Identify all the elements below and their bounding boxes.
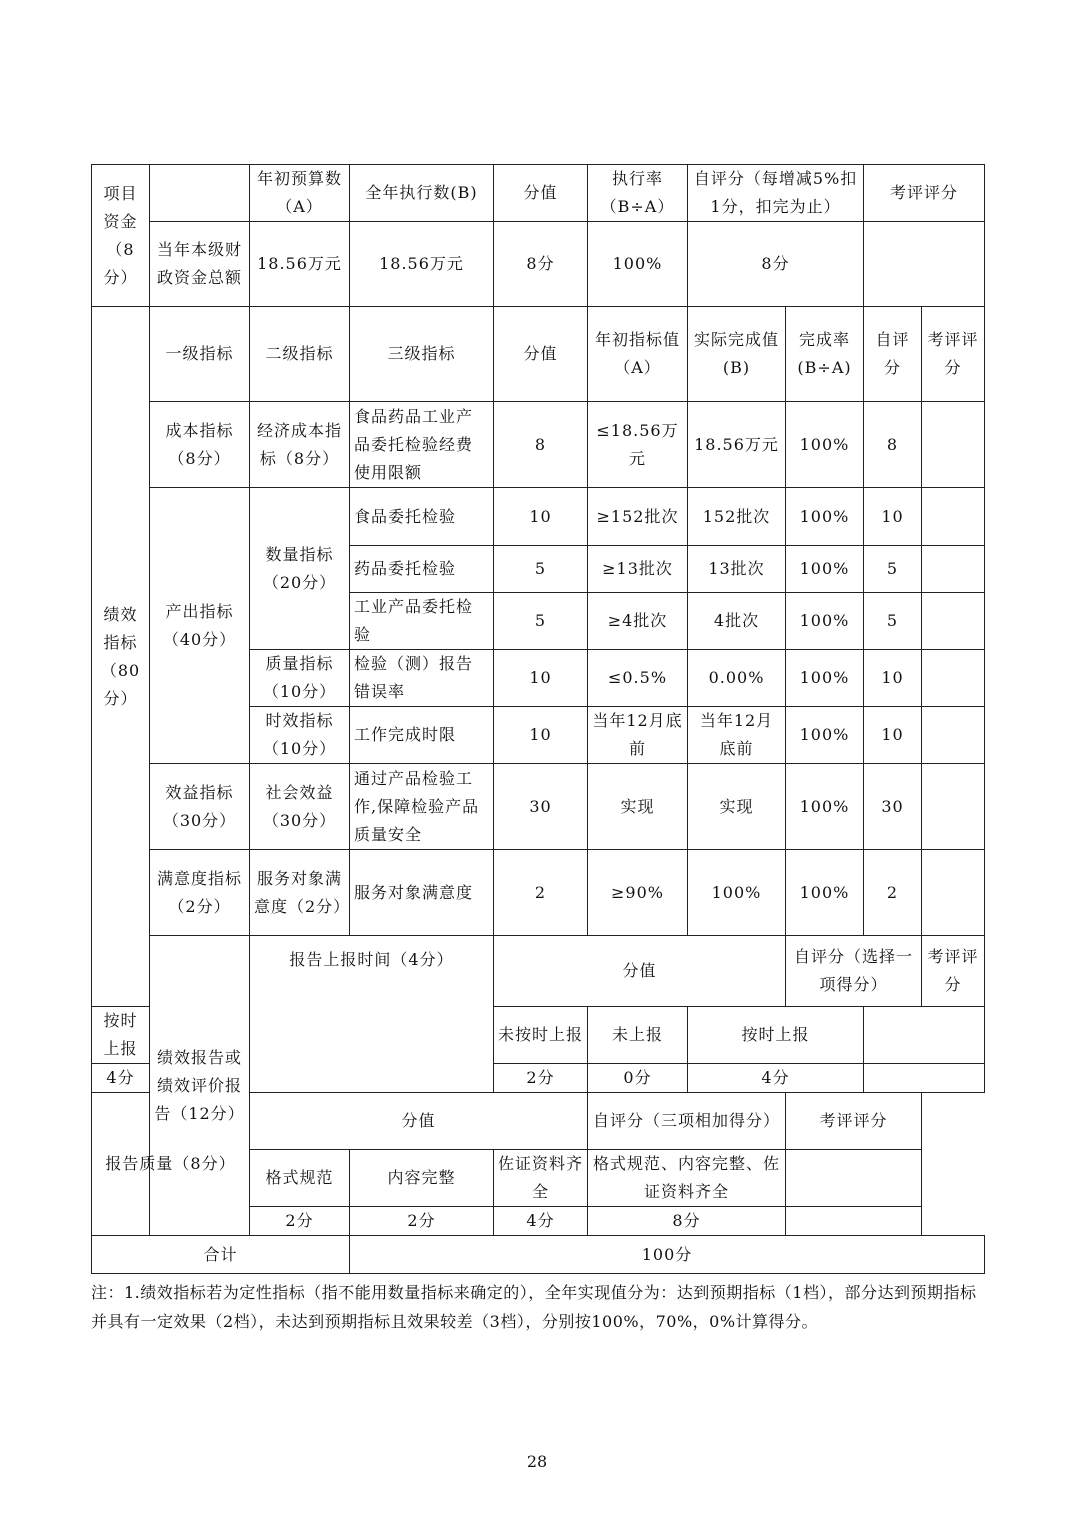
satisfaction-target: ≥90% <box>588 850 688 936</box>
cost-level1: 成本指标（8分） <box>150 402 250 488</box>
quality-score-header: 分值 <box>250 1093 588 1150</box>
industry-rate: 100% <box>786 593 864 650</box>
quality-review-blank <box>786 1150 922 1207</box>
funds-col-exec: 全年执行数(B) <box>350 165 494 222</box>
quality-opt2: 内容完整 <box>350 1150 494 1207</box>
food-rate: 100% <box>786 488 864 546</box>
cost-level2: 经济成本指标（8分） <box>250 402 350 488</box>
time-level3: 工作完成时限 <box>350 707 494 764</box>
funds-col-score: 分值 <box>494 165 588 222</box>
output-level1: 产出指标（40分） <box>150 488 250 764</box>
quality-opt1: 格式规范 <box>250 1150 350 1207</box>
satisfaction-score: 2 <box>494 850 588 936</box>
quality-actual: 0.00% <box>688 650 786 707</box>
benefit-review <box>922 764 985 850</box>
funds-col-self: 自评分（每增减5%扣1分，扣完为止） <box>688 165 864 222</box>
food-level3: 食品委托检验 <box>350 488 494 546</box>
drug-actual: 13批次 <box>688 546 786 593</box>
drug-self: 5 <box>864 546 922 593</box>
drug-rate: 100% <box>786 546 864 593</box>
quality-review <box>922 650 985 707</box>
funds-self-score: 8分 <box>688 222 864 307</box>
quality-pts1: 2分 <box>250 1207 350 1236</box>
time-self: 10 <box>864 707 922 764</box>
header-actual: 实际完成值(B) <box>688 307 786 402</box>
time-score: 10 <box>494 707 588 764</box>
industry-actual: 4批次 <box>688 593 786 650</box>
food-actual: 152批次 <box>688 488 786 546</box>
cost-review <box>922 402 985 488</box>
benefit-level3: 通过产品检验工作,保障检验产品质量安全 <box>350 764 494 850</box>
satisfaction-level3: 服务对象满意度 <box>350 850 494 936</box>
funds-row-label: 当年本级财政资金总额 <box>150 222 250 307</box>
funds-rate: 100% <box>588 222 688 307</box>
quality-report-label: 报告质量（8分） <box>92 1093 250 1236</box>
page-number: 28 <box>526 1452 548 1471</box>
timing-label: 报告上报时间（4分） <box>250 936 494 1093</box>
quality-self-header: 自评分（三项相加得分） <box>588 1093 786 1150</box>
benefit-self: 30 <box>864 764 922 850</box>
quality-self-value: 格式规范、内容完整、佐证资料齐全 <box>588 1150 786 1207</box>
drug-review <box>922 546 985 593</box>
quality-review-pts <box>786 1207 922 1236</box>
time-rate: 100% <box>786 707 864 764</box>
timing-pts3: 0分 <box>588 1064 688 1093</box>
header-target: 年初指标值（A） <box>588 307 688 402</box>
timing-opt1: 按时上报 <box>92 1007 150 1064</box>
header-score: 分值 <box>494 307 588 402</box>
time-target: 当年12月底前 <box>588 707 688 764</box>
food-self: 10 <box>864 488 922 546</box>
funds-col-budget: 年初预算数（A） <box>250 165 350 222</box>
quality-level3: 检验（测）报告错误率 <box>350 650 494 707</box>
quality-review-header: 考评评分 <box>786 1093 922 1150</box>
header-level2: 二级指标 <box>250 307 350 402</box>
benefit-actual: 实现 <box>688 764 786 850</box>
industry-self: 5 <box>864 593 922 650</box>
quality-pts3: 4分 <box>494 1207 588 1236</box>
funds-exec: 18.56万元 <box>350 222 494 307</box>
satisfaction-level2: 服务对象满意度（2分） <box>250 850 350 936</box>
timing-self-pts: 4分 <box>688 1064 864 1093</box>
quality-self-pts: 8分 <box>588 1207 786 1236</box>
quality-level2: 质量指标（10分） <box>250 650 350 707</box>
quantity-level2: 数量指标（20分） <box>250 488 350 650</box>
footnote: 注：1.绩效指标若为定性指标（指不能用数量指标来确定的），全年实现值分为：达到预期指标（1档），部分达到预期指标并具有一定效果（2档），未达到预期指标且效果较差（3档），分别按100%，70%，0%计算得分。 <box>91 1283 977 1331</box>
quality-rate: 100% <box>786 650 864 707</box>
report-section-label: 绩效报告或绩效评价报告（12分） <box>150 936 250 1236</box>
food-score: 10 <box>494 488 588 546</box>
cost-actual: 18.56万元 <box>688 402 786 488</box>
header-level3: 三级指标 <box>350 307 494 402</box>
time-actual: 当年12月底前 <box>688 707 786 764</box>
drug-level3: 药品委托检验 <box>350 546 494 593</box>
satisfaction-level1: 满意度指标（2分） <box>150 850 250 936</box>
industry-review <box>922 593 985 650</box>
benefit-rate: 100% <box>786 764 864 850</box>
funds-col-rate: 执行率（B÷A） <box>588 165 688 222</box>
benefit-target: 实现 <box>588 764 688 850</box>
total-label: 合计 <box>92 1236 350 1274</box>
benefit-level2: 社会效益（30分） <box>250 764 350 850</box>
timing-score-header: 分值 <box>494 936 786 1007</box>
cost-target: ≤18.56万元 <box>588 402 688 488</box>
funds-section-label: 项目资金（8分） <box>92 165 150 307</box>
benefit-level1: 效益指标（30分） <box>150 764 250 850</box>
funds-blank-header <box>150 165 250 222</box>
quality-pts2: 2分 <box>350 1207 494 1236</box>
timing-self-header: 自评分（选择一项得分） <box>786 936 922 1007</box>
header-rate: 完成率(B÷A) <box>786 307 864 402</box>
total-value: 100分 <box>350 1236 985 1274</box>
header-level1: 一级指标 <box>150 307 250 402</box>
quality-self: 10 <box>864 650 922 707</box>
table-row <box>92 402 985 488</box>
cost-rate: 100% <box>786 402 864 488</box>
time-review <box>922 707 985 764</box>
industry-level3: 工业产品委托检验 <box>350 593 494 650</box>
food-target: ≥152批次 <box>588 488 688 546</box>
timing-opt2: 未按时上报 <box>494 1007 588 1064</box>
timing-review-header: 考评评分 <box>922 936 985 1007</box>
benefit-score: 30 <box>494 764 588 850</box>
quality-score: 10 <box>494 650 588 707</box>
satisfaction-self: 2 <box>864 850 922 936</box>
drug-target: ≥13批次 <box>588 546 688 593</box>
time-level2: 时效指标（10分） <box>250 707 350 764</box>
quality-opt3: 佐证资料齐全 <box>494 1150 588 1207</box>
funds-review <box>864 222 985 307</box>
header-review: 考评评分 <box>922 307 985 402</box>
cost-score: 8 <box>494 402 588 488</box>
table-row <box>92 764 985 850</box>
funds-budget: 18.56万元 <box>250 222 350 307</box>
drug-score: 5 <box>494 546 588 593</box>
timing-self-value: 按时上报 <box>688 1007 864 1064</box>
funds-score: 8分 <box>494 222 588 307</box>
cost-self: 8 <box>864 402 922 488</box>
timing-pts1: 4分 <box>92 1064 150 1093</box>
timing-opt3: 未上报 <box>588 1007 688 1064</box>
table-row <box>92 850 985 936</box>
funds-col-review: 考评评分 <box>864 165 985 222</box>
satisfaction-rate: 100% <box>786 850 864 936</box>
table-row <box>92 488 985 546</box>
satisfaction-review <box>922 850 985 936</box>
performance-section-label: 绩效指标（80分） <box>92 307 150 1007</box>
timing-review-blank <box>864 1007 985 1064</box>
performance-evaluation-table <box>91 164 985 1274</box>
satisfaction-actual: 100% <box>688 850 786 936</box>
cost-level3: 食品药品工业产品委托检验经费使用限额 <box>350 402 494 488</box>
quality-target: ≤0.5% <box>588 650 688 707</box>
timing-review-pts <box>864 1064 985 1093</box>
industry-score: 5 <box>494 593 588 650</box>
industry-target: ≥4批次 <box>588 593 688 650</box>
food-review <box>922 488 985 546</box>
timing-pts2: 2分 <box>494 1064 588 1093</box>
header-self: 自评分 <box>864 307 922 402</box>
